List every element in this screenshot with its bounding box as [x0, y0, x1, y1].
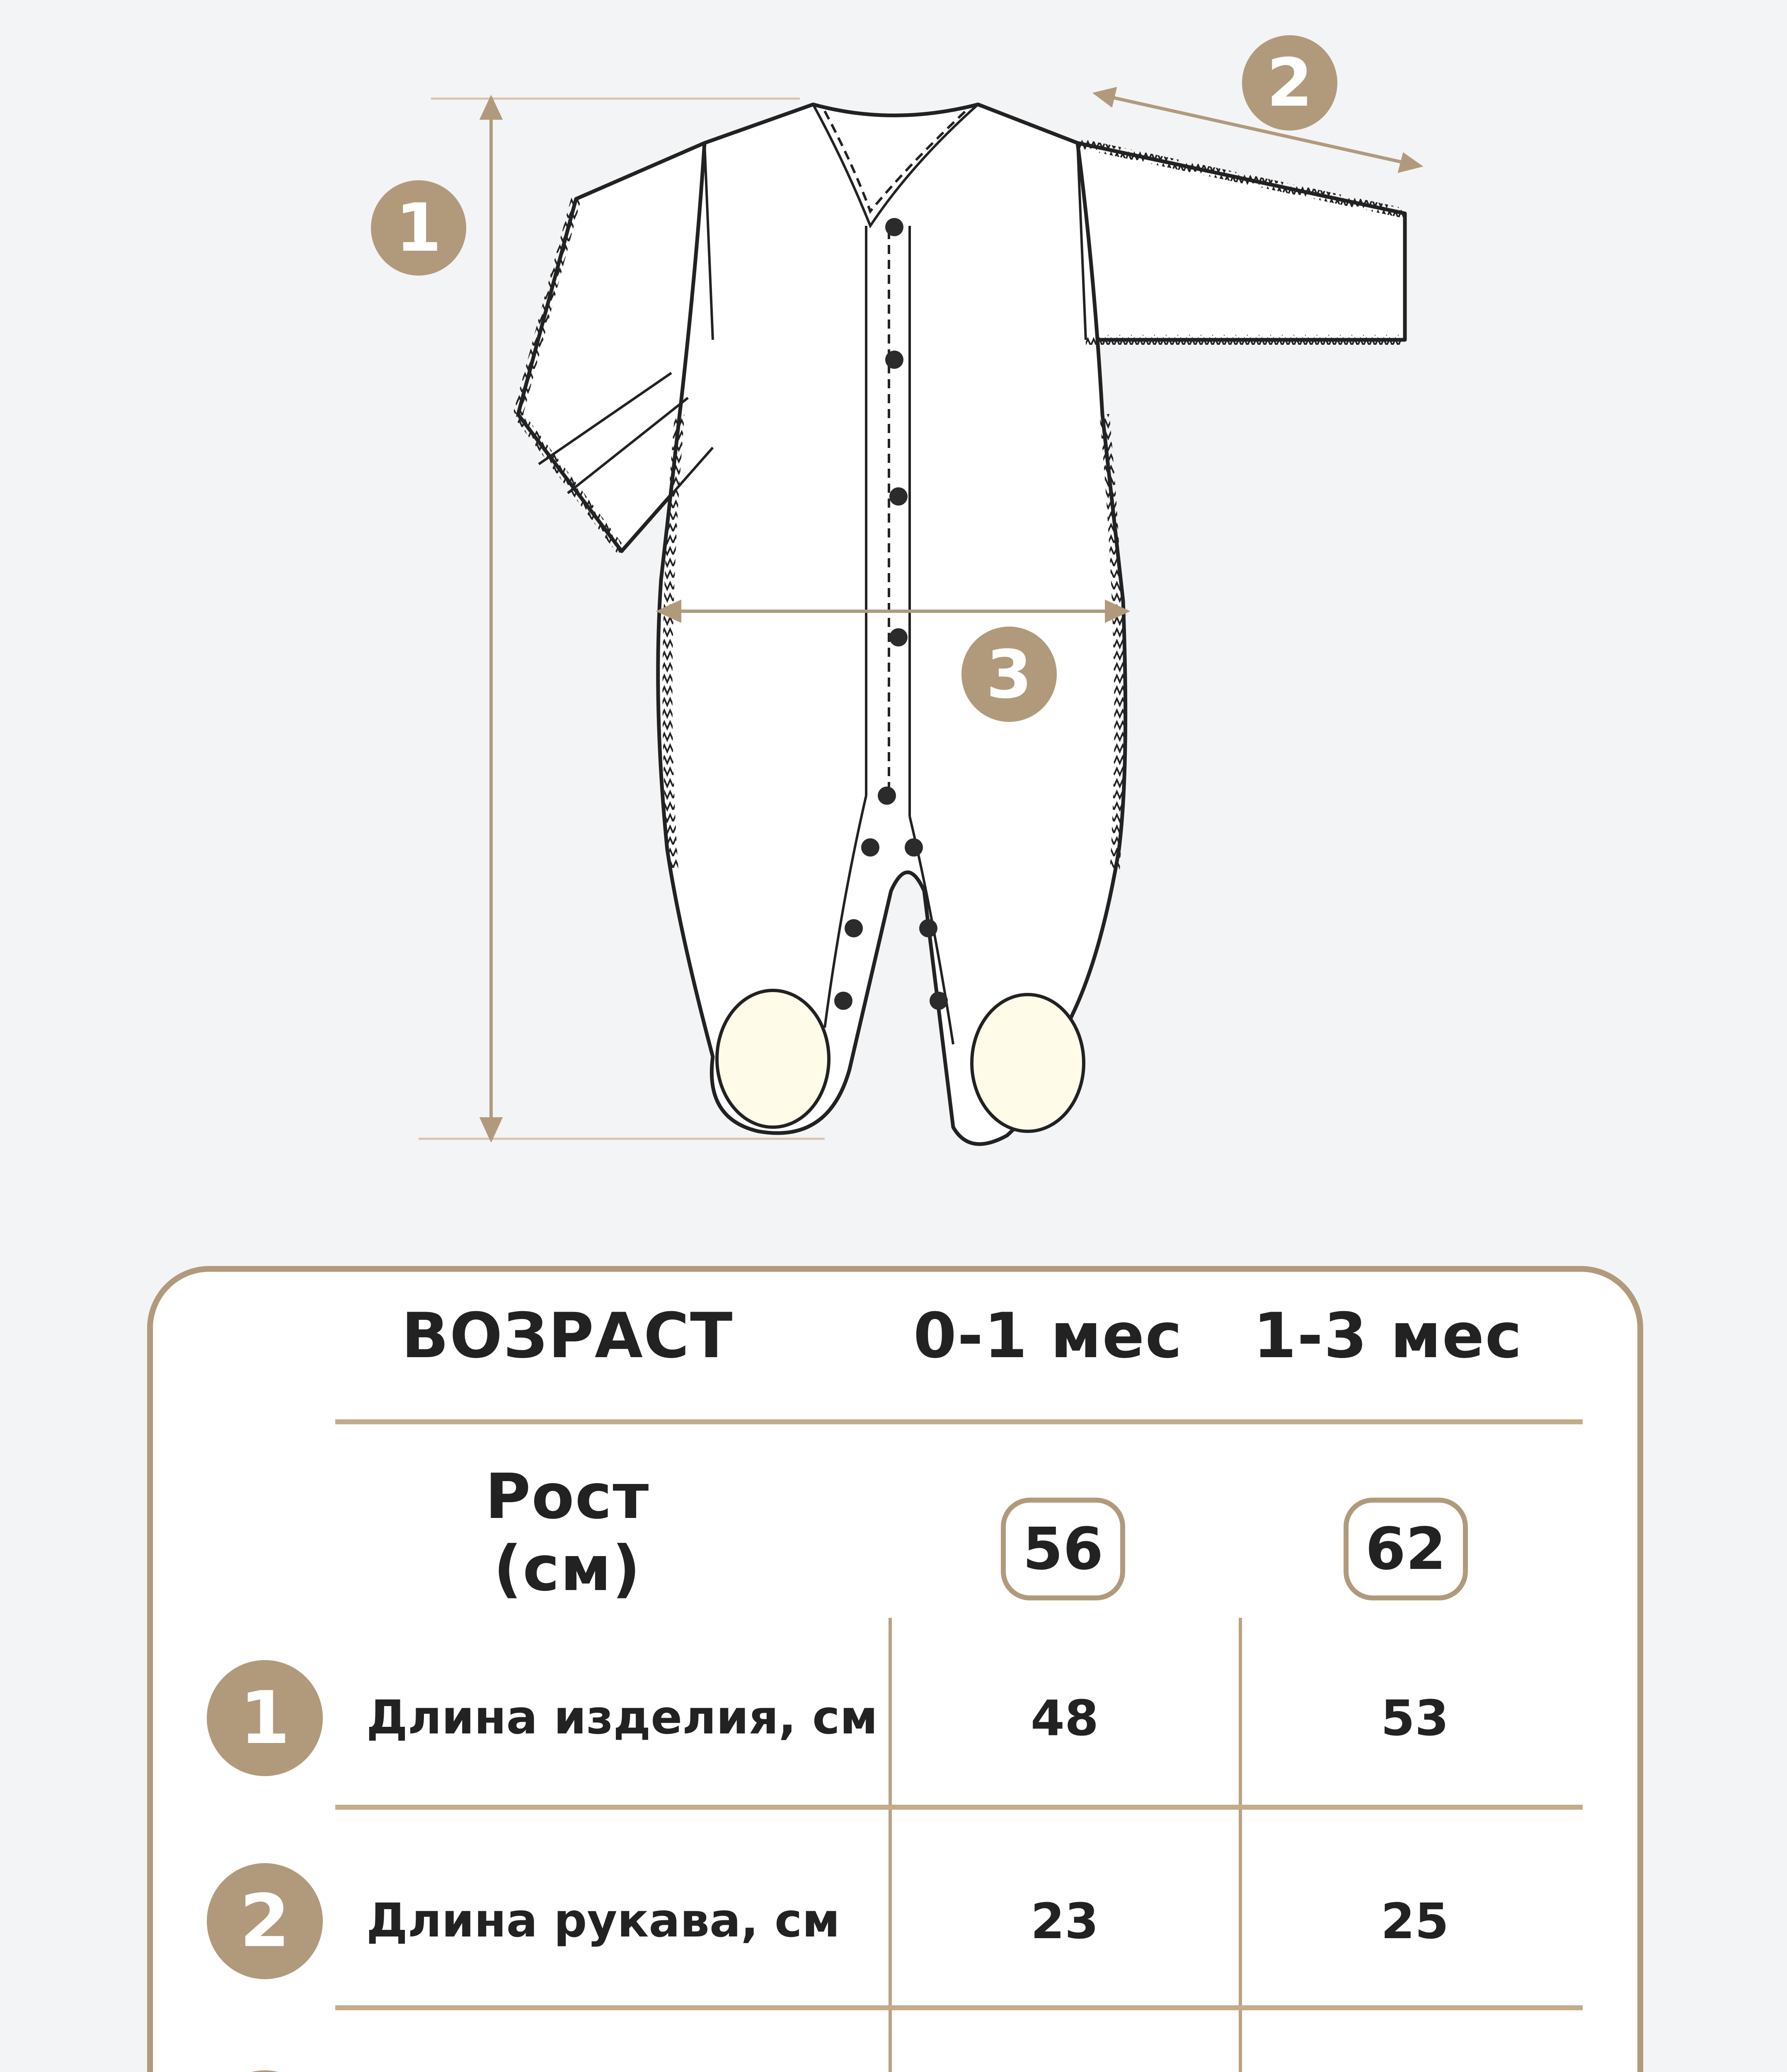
row-2-value-1-3: 25	[1380, 1893, 1449, 1950]
row-badge-1: 1	[207, 1660, 323, 1776]
row-label-sleeve: Длина рукава, см	[366, 1894, 840, 1948]
header-label: ВОЗРАСТ	[401, 1300, 734, 1372]
size-table-card	[147, 1266, 1643, 2072]
measure-badge-1-label: 1	[395, 189, 442, 266]
measure-badge-2-label: 2	[1266, 44, 1313, 121]
row-2-value-0-1: 23	[1030, 1893, 1099, 1950]
column-age-0-1: 0-1 мес	[913, 1300, 1183, 1372]
height-56-box: 56	[1001, 1498, 1125, 1600]
row-1-value-1-3: 53	[1380, 1690, 1449, 1747]
measure-badge-2	[1242, 35, 1337, 131]
column-age-1-3: 1-3 мес	[1253, 1300, 1523, 1372]
measure-badge-3	[961, 627, 1057, 722]
romper-outline-icon	[518, 104, 1405, 1144]
height-62-box: 62	[1344, 1498, 1468, 1600]
row-divider-2	[335, 2005, 1583, 2010]
row-label-chest-width	[366, 2070, 826, 2072]
row-badge-2: 2	[207, 1863, 323, 1979]
row-label-length: Длина изделия, см	[366, 1691, 878, 1745]
header-divider	[335, 1419, 1583, 1424]
row-divider-1	[335, 1805, 1583, 1810]
height-label: Рост (см)	[485, 1461, 650, 1605]
row-1-value-0-1: 48	[1030, 1690, 1099, 1747]
measure-badge-3-label: 3	[986, 636, 1032, 713]
row-badge-3	[207, 2070, 323, 2072]
measure-badge-1	[371, 180, 466, 276]
